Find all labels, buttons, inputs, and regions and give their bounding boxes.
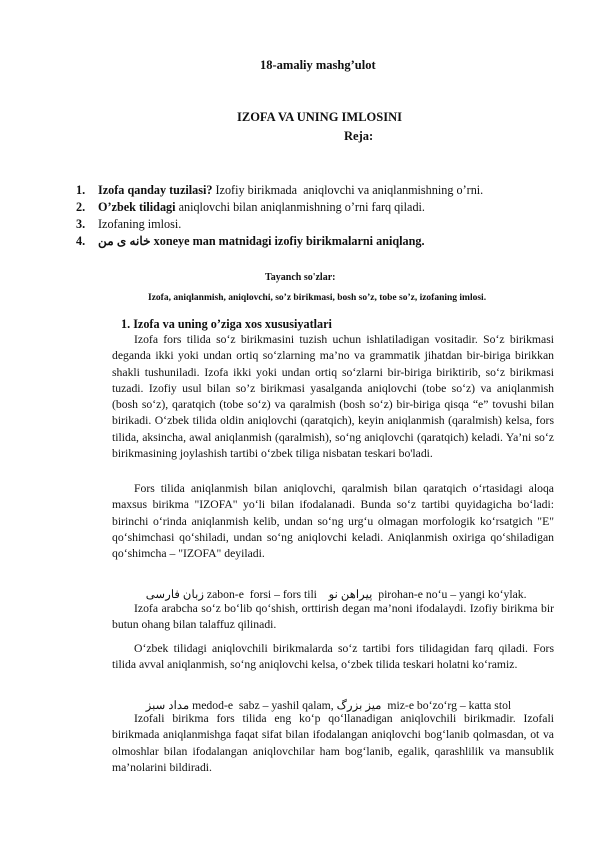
plan-item-bold: Izofa qanday tuzilasi? bbox=[98, 183, 213, 197]
example-transliteration: miz-e bo‘zo‘rg – katta stol bbox=[381, 699, 512, 712]
plan-item-number: 3. bbox=[76, 217, 86, 231]
plan-item-number: 2. bbox=[76, 200, 86, 214]
paragraph-3: Izofa arabcha so‘z bo‘lib qo‘shish, orttirish degan ma’noni ifodalaydi. Izofiy birikma bir butun ohang bilan talaffuz qilinadi. bbox=[112, 602, 554, 632]
plan-label: Reja: bbox=[344, 129, 374, 143]
persian-example: میز بزرگ bbox=[336, 699, 382, 712]
plan-item bbox=[76, 216, 483, 233]
plan-item bbox=[76, 233, 483, 250]
plan-item-number: 1. bbox=[76, 183, 86, 197]
exercise-title: 18-amaliy mashg’ulot bbox=[260, 58, 376, 72]
keywords-list: Izofa, aniqlanmish, aniqlovchi, so’z birikmasi, bosh so’z, tobe so’z, izofaning imlosi. bbox=[148, 293, 487, 303]
persian-example: زبان فارسی bbox=[145, 588, 204, 601]
plan-item-bold: خانه ی من xoneye man matnidagi izofiy birikmalarni aniqlang. bbox=[98, 234, 425, 248]
plan-list bbox=[76, 182, 484, 250]
keywords-label: Tayanch so'zlar: bbox=[265, 272, 336, 283]
example-transliteration: medod-e sabz – yashil qalam, bbox=[189, 699, 337, 712]
plan-item bbox=[76, 199, 483, 216]
plan-item-bold: O’zbek tilidagi bbox=[98, 200, 176, 214]
paragraph-1: Izofa fors tilida so‘z birikmasini tuzish uchun ishlatiladigan vositadir. So‘z birikmasi deganda ikki yoki undan ortiq so‘zlarning ma’no va grammatik jihatdan bir-biriga birikkan shakli tushuniladi. Izofa ikki yoki undan ortiq so‘zlarni bir-biriga biriktirib, so‘z birikmasi tuzadi. Izofiy usul bilan so’z birikmasi yasalganda aniqlovchi (tobe so‘z) va aniqlanmish (bosh so‘z), qaratqich (tobe so‘z) va qaralmish (bosh so‘z) bir-biriga qisqa “e” tovushi bilan birikadi. O‘zbek tilida oldin aniqlovchi (qaratqich), keyin aniqlanmish (qaralmish) kelsa, fors tilida, aksincha, awal aniqlanmish (qaralmish), so‘ng aniqlovchi (qaratqich) keladi. Ya’ni so‘z birikmasining joylashish tartibi o‘zbek tiliga nisbatan teskari bo'ladi. bbox=[112, 333, 554, 461]
plan-item-number: 4. bbox=[76, 234, 86, 248]
persian-example: مداد سبز bbox=[145, 699, 190, 712]
section-heading: 1. Izofa va uning o’ziga xos xususiyatlari bbox=[121, 317, 332, 331]
example-transliteration: zabon-e forsi – fors tili bbox=[203, 588, 329, 601]
page-title: IZOFA VA UNING IMLOSINI bbox=[237, 110, 402, 124]
plan-item-text: aniqlovchi bilan aniqlanmishning o’rni farq qiladi. bbox=[175, 200, 425, 214]
plan-item bbox=[76, 182, 484, 199]
plan-item-text: Izofiy birikmada aniqlovchi va aniqlanmishning o’rni. bbox=[212, 183, 484, 197]
paragraph-4: O‘zbek tilidagi aniqlovchili birikmalarda so‘z tartibi fors tilidagidan farq qiladi. Fors tilida avval aniqlanmish, so‘ng aniqlovchi kelsa, o‘zbek tilida teskari holatni ko‘ramiz. bbox=[112, 642, 554, 672]
example-transliteration: pirohan-e no‘u – yangi ko‘ylak. bbox=[372, 588, 527, 601]
paragraph-5: Izofali birikma fors tilida eng ko‘p qo‘llanadigan aniqlovchili birikmadir. Izofali birikmada aniqlanmishga faqat sifat bilan ifodalangan aniqlovchi bog‘lanib qolmasdan, ot va olmoshlar bilan ifodalangan aniqlovchilar ham bog‘lanib, egalik, qarashlilik va mansublik ma’nolarini bildiradi. bbox=[112, 712, 554, 774]
plan-item-text: Izofaning imlosi. bbox=[98, 217, 182, 231]
paragraph-2: Fors tilida aniqlanmish bilan aniqlovchi, qaralmish bilan qaratqich o‘rtasidagi aloqa maxsus birikma "IZOFA" yo‘li bilan ifodalanadi. Bunda so‘z tartibi quyidagicha bo‘ladi: birinchi o‘rinda aniqlanmish kelib, undan so‘ng urg‘u olmagan morfologik ko‘rsatgich "E" qo‘shimchasi qo‘shiladi, undan so‘ng aniqlovchi keladi. Aniqlanmish oxiriga qo‘shiladigan qo‘shimcha – "IZOFA" deyiladi. bbox=[112, 482, 554, 561]
persian-example: پیراهن نو bbox=[328, 588, 373, 601]
